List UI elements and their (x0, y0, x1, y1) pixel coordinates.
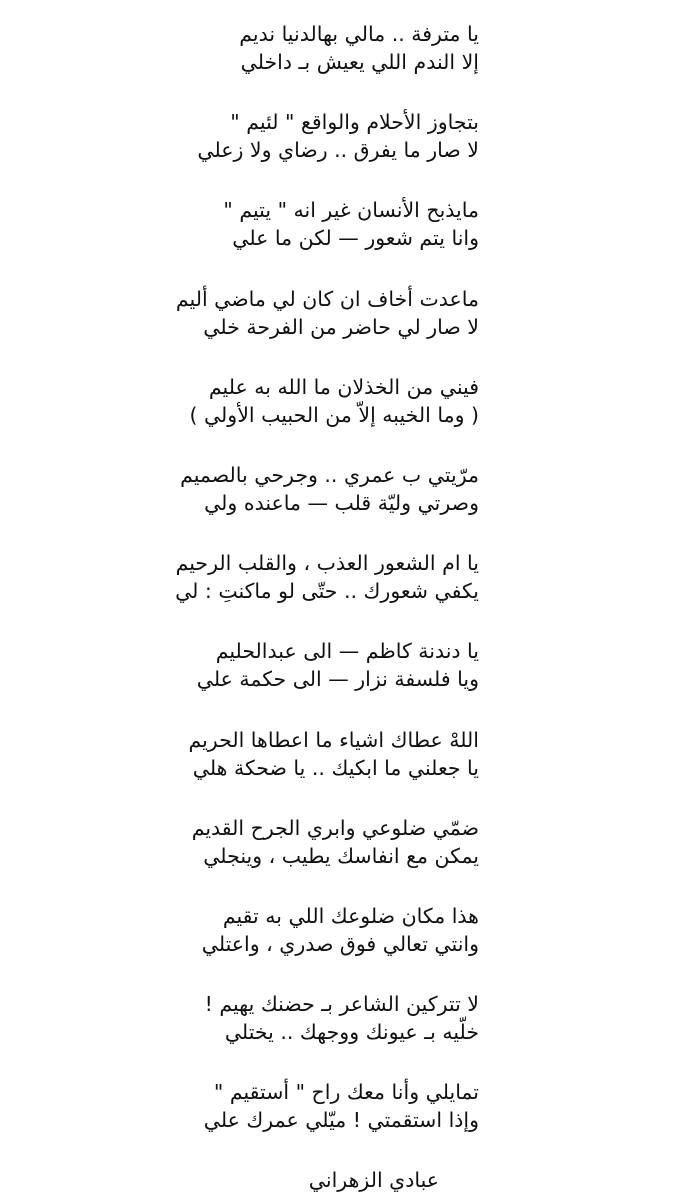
poem-line: هذا مكان ضلوعك اللي به تقيم (222, 903, 479, 928)
poem-line: يمكن مع انفاسك يطيب ، وينجلي (203, 843, 479, 868)
poem-line: وإذا استقمتي ! ميّلي عمرك علي (203, 1108, 479, 1133)
poem-stanza (159, 814, 479, 902)
poem-line: وانا يتم شعور — لكن ما علي (232, 226, 479, 251)
poem-line: خلّيه بـ عيونك ووجهك .. يختلي (224, 1020, 479, 1045)
poem-line: ضمّي ضلوعي وابري الجرح القديم (191, 815, 479, 840)
poem-line: يا دندنة كاظم — الى عبدالحليم (215, 639, 479, 664)
poem-line: مايذبح الأنسان غير انه " يتيم " (223, 198, 479, 223)
poem-line: إلا الندم اللي يعيش بـ داخلي (240, 50, 479, 74)
poem-line: ماعدت أخاف ان كان لي ماضي أليم (175, 286, 479, 311)
poem (159, 20, 479, 1194)
poem-line: يا جعلني ما ابكيك .. يا ضحكة هلي (192, 755, 479, 780)
poem-stanza (159, 285, 479, 373)
poem-line: بتجاوز الأحلام والواقع " لئيم " (230, 110, 479, 135)
poem-line: لا صار لي حاضر من الفرحة خلي (203, 314, 479, 339)
poem-line: ويا فلسفة نزار — الى حكمة علي (196, 667, 479, 692)
poem-line: وانتي تعالي فوق صدري ، واعتلي (201, 931, 479, 956)
poem-line: وصرتي وليّة قلب — ماعنده ولي (204, 490, 479, 515)
poem-stanza (159, 1078, 479, 1166)
poem-stanza (159, 549, 479, 637)
poem-line: ( وما الخيبه إلاّ من الحبيب الأولي ) (189, 402, 479, 427)
poem-author: عبادي الزهراني (308, 1168, 439, 1193)
poem-line: مرّيتي ب عمري .. وجرحي بالصميم (180, 462, 479, 487)
poem-stanza (159, 108, 479, 196)
poem-line: تمايلي وأنا معك راح " أستقيم " (213, 1080, 479, 1105)
poem-stanza (159, 373, 479, 461)
poem-line: يا ام الشعور العذب ، والقلب الرحيم (175, 551, 479, 576)
poem-stanza (159, 20, 479, 108)
poem-stanza (159, 196, 479, 284)
poem-line: فيني من الخذلان ما الله به عليم (208, 374, 479, 399)
poem-stanza (159, 637, 479, 725)
poem-stanza (159, 990, 479, 1078)
poem-stanza (159, 461, 479, 549)
poem-line: يا مترفة .. مالي بهالدنيا نديم (239, 22, 479, 46)
poem-line: يكفي شعورك .. حتّى لو ماكنتِ : لي (175, 579, 479, 604)
poem-line: اللهْ عطاك اشياء ما اعطاها الحريم (188, 727, 479, 752)
poem-stanza (159, 902, 479, 990)
poem-stanza (159, 726, 479, 814)
poem-line: لا تتركين الشاعر بـ حضنك يهيم ! (204, 992, 479, 1017)
poem-line: لا صار ما يفرق .. رضاي ولا زعلي (197, 138, 479, 163)
